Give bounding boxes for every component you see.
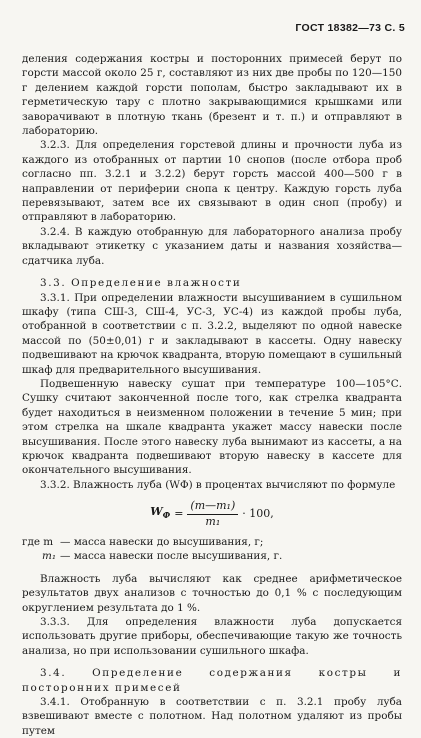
formula-numerator: (m—m₁) — [187, 499, 238, 514]
formula-denominator: m₁ — [205, 514, 221, 528]
page-header: ГОСТ 18382—73 С. 5 — [295, 22, 405, 34]
paragraph: Влажность луба вычисляют как среднее арифметическое результатов двух анализов с точностью до 0,1 % с последующим округлением результата до 1 %. — [22, 572, 402, 614]
section-title-3-3: 3.3. Определение влажности — [40, 277, 242, 290]
paragraph-3-2-3: 3.2.3. Для определения горстевой длины и прочности луба из каждого из отобранных от партии 10 снопов (после отбора проб согласно пп. 3.2.1 и 3.2.2) берут горсть массой 400—500 г в направлении от периферии снопа к центру. Каждую горсть луба перевязывают, затем все их связывают в один сноп (пробу) и отправляют в лабораторию. — [22, 139, 402, 224]
paragraph-3-2-4: 3.2.4. В каждую отобранную для лабораторного анализа пробу вкладывают этикетку с указанием даты и названия хозяйства—сдатчика луба. — [22, 225, 402, 267]
formula-tail: · 100, — [242, 506, 274, 520]
paragraph-3-3-2: 3.3.2. Влажность луба (WФ) в процентах вычисляют по формуле — [40, 478, 396, 491]
legend-text: — масса навески после высушивания, г. — [60, 550, 283, 563]
moisture-formula — [22, 499, 402, 529]
document-body — [22, 52, 402, 738]
paragraph-3-3-1: 3.3.1. При определении влажности высушиванием в сушильном шкафу (типа СШ-3, СШ-4, УС-3, УС-4) из каждой пробы луба, отобранной в соответствии с п. 3.2.2, выделяют по одной навеске массой по (50±0,01) г и закладывают в кассеты. Одну навеску подвешивают на крючок квадранта, вторую помещают в сушильный шкаф для предварительного высушивания. — [22, 291, 402, 376]
formula-fraction — [187, 499, 238, 529]
legend-symbol: где m — [22, 536, 54, 548]
formula-legend-row — [22, 549, 402, 563]
legend-symbol: m₁ — [41, 550, 56, 563]
paragraph-3-3-3: 3.3.3. Для определения влажности луба допускается использовать другие приборы, обеспечивающие такую же точность анализа, но при использовании сушильного шкафа. — [22, 616, 402, 657]
paragraph-3-4-1: 3.4.1. Отобранную в соответствии с п. 3.2.1 пробу луба взвешивают вместе с полотном. Над полотном удаляют из пробы путем — [22, 696, 402, 737]
formula-legend-row — [22, 535, 402, 549]
paragraph: Подвешенную навеску сушат при температуре 100—105°С. Сушку считают законченной после того, как стрелка квадранта будет находиться в неизменном положении в течение 5 мин; при этом стрелка на шкале квадранта укажет массу навески после высушивания. После этого навеску луба вынимают из кассеты, а на крючок квадранта подвешивают вторую навеску в кассете для окончательного высушивания. — [22, 377, 402, 477]
formula-equals: = — [174, 506, 184, 520]
formula-lhs: $W_Ф$ — [150, 505, 171, 521]
legend-text: — масса навески до высушивания, г; — [60, 536, 264, 548]
section-title-3-4: 3.4. Определение содержания костры и посторонних примесей — [22, 667, 402, 694]
paragraph: деления содержания костры и посторонних примесей берут по горсти массой около 25 г, составляют из них две пробы по 120—150 г делением каждой горсти пополам, быстро закладывают их в герметическую тару с плотно закрывающимися крышками или заворачивают в плотную ткань (брезент и т. п.) и отправляют в лабораторию. — [22, 53, 402, 138]
